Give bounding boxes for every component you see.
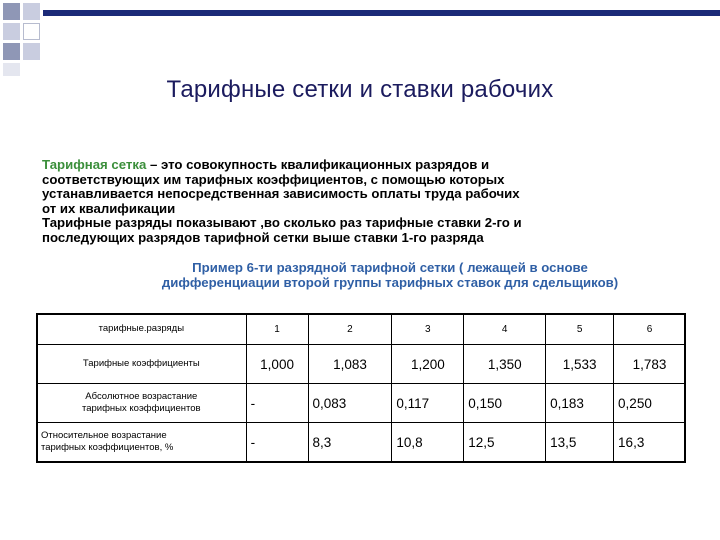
definition-block <box>42 158 682 246</box>
value-cell: 0,083 <box>308 384 392 423</box>
header-label-cell: тарифные.разряды <box>37 314 247 345</box>
example-line-1: Пример 6-ти разрядной тарифной сетки ( лежащей в основе <box>192 260 588 275</box>
grade-cell: 5 <box>546 314 614 345</box>
grade-cell: 1 <box>246 314 308 345</box>
decor-square <box>3 3 20 20</box>
grade-cell: 4 <box>464 314 546 345</box>
value-cell: 0,250 <box>614 384 686 423</box>
decor-square <box>3 43 20 60</box>
value-cell: 10,8 <box>392 423 464 462</box>
value-cell: 1,200 <box>392 345 464 384</box>
grade-cell: 2 <box>308 314 392 345</box>
row-label-cell: Тарифные коэффициенты <box>37 345 247 384</box>
definition-line-2: соответствующих им тарифных коэффициентов, с помощью которых <box>42 171 505 187</box>
table-header-row <box>37 314 686 345</box>
grades-line-1: Тарифные разряды показывают ,во сколько раз тарифные ставки 2-го и <box>42 215 522 231</box>
example-line-2: дифференциации второй группы тарифных ставок для сдельщиков) <box>161 274 619 290</box>
value-cell: - <box>246 384 308 423</box>
value-cell: 13,5 <box>546 423 614 462</box>
decor-square <box>23 23 40 40</box>
table-row <box>37 423 686 462</box>
value-cell: 1,000 <box>246 345 308 384</box>
value-cell: 1,350 <box>464 345 546 384</box>
grade-cell: 3 <box>392 314 464 345</box>
table-row <box>37 384 686 423</box>
table-row <box>37 345 686 384</box>
value-cell: 16,3 <box>614 423 686 462</box>
row-label-line: тарифных коэффициентов <box>82 403 201 414</box>
definition-line-4: от их квалификации <box>42 200 176 216</box>
grades-line-2: последующих разрядов тарифной сетки выше ставки 1-го разряда <box>42 229 484 245</box>
row-label-cell <box>37 423 247 462</box>
value-cell: - <box>246 423 308 462</box>
page-title: Тарифные сетки и ставки рабочих <box>166 76 554 103</box>
tariff-table <box>36 313 686 462</box>
value-cell: 0,183 <box>546 384 614 423</box>
definition-term: Тарифная сетка <box>42 157 147 172</box>
header-bar <box>43 10 720 16</box>
example-caption <box>60 261 720 291</box>
definition-line-1 <box>42 158 682 173</box>
value-cell: 0,150 <box>464 384 546 423</box>
value-cell: 8,3 <box>308 423 392 462</box>
decor-square <box>23 43 40 60</box>
row-label-cell <box>37 384 247 423</box>
row-label-line: тарифных коэффициентов, % <box>41 442 174 453</box>
value-cell: 12,5 <box>464 423 546 462</box>
grade-cell: 6 <box>614 314 686 345</box>
decor-square <box>3 23 20 40</box>
value-cell: 0,117 <box>392 384 464 423</box>
decor-square <box>23 3 40 20</box>
row-label-line: Абсолютное возрастание <box>85 391 198 402</box>
value-cell: 1,783 <box>614 345 686 384</box>
value-cell: 1,083 <box>308 345 392 384</box>
definition-line-3: устанавливается непосредственная зависимость оплаты труда рабочих <box>42 186 520 202</box>
row-label-line: Относительное возрастание <box>41 430 167 441</box>
definition-text-1: – это совокупность квалификационных разрядов и <box>146 157 490 172</box>
value-cell: 1,533 <box>546 345 614 384</box>
decor-square <box>3 63 20 76</box>
